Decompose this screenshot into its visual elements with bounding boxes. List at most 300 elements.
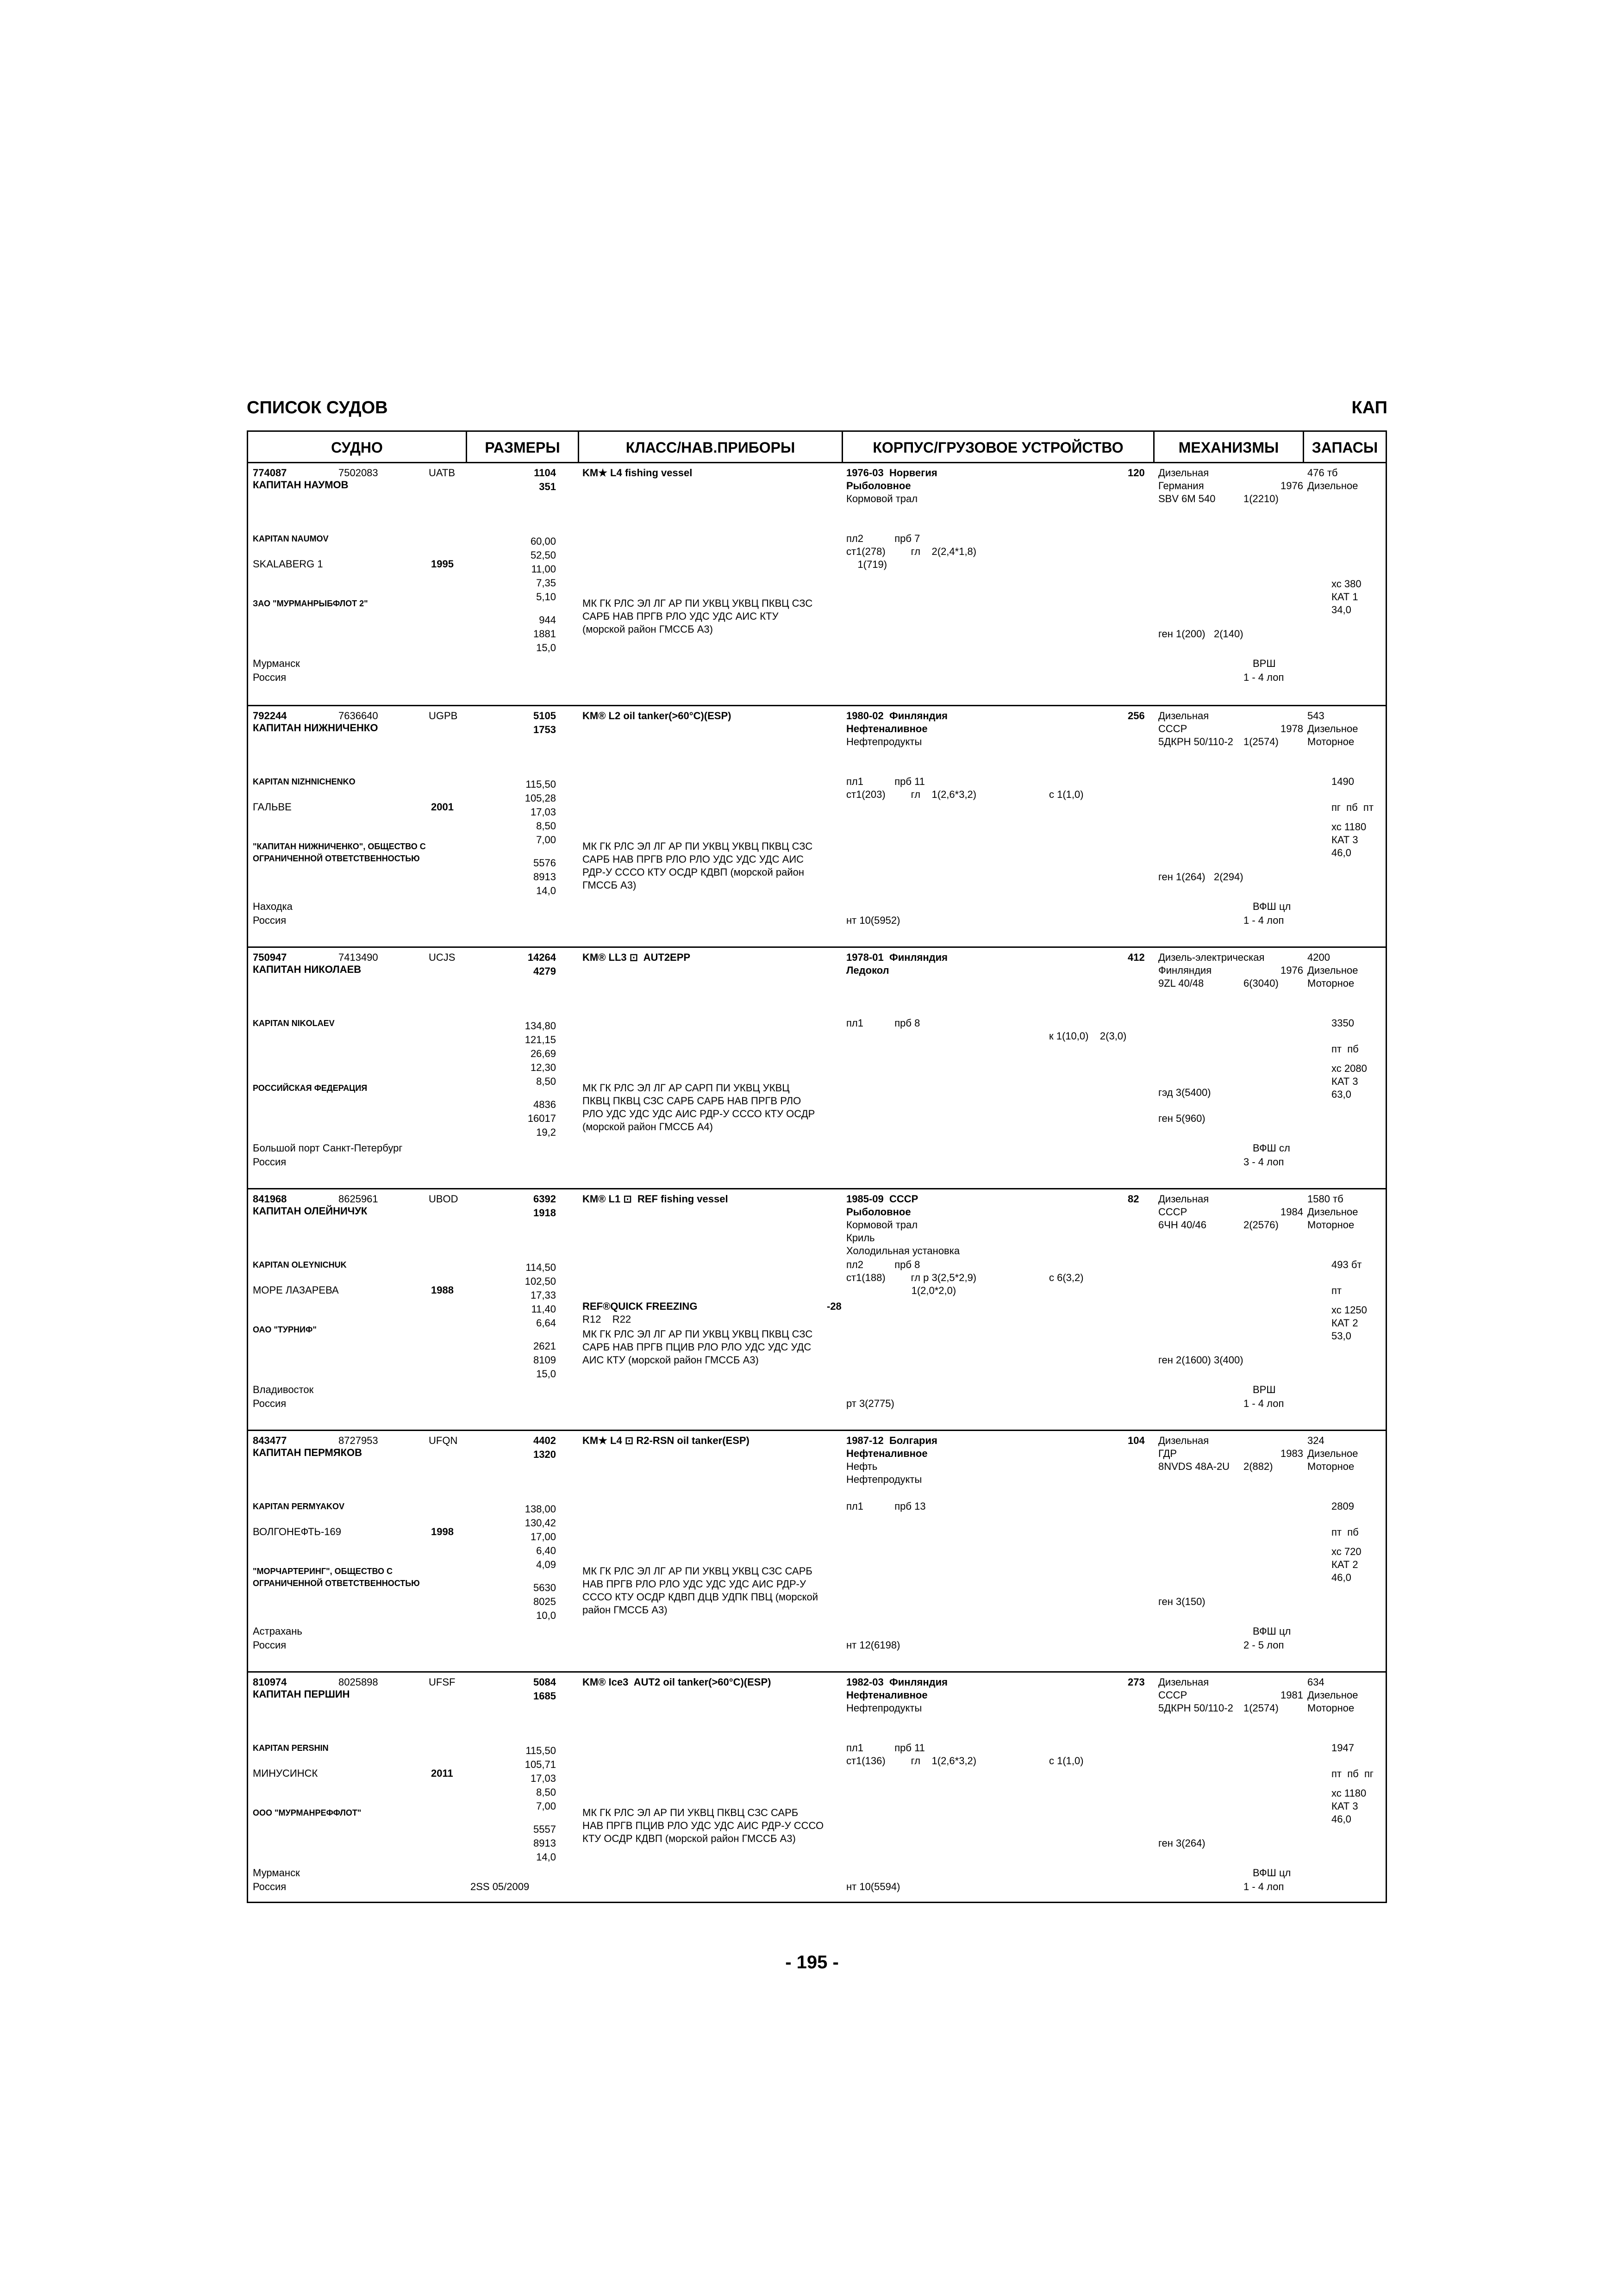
- class-notation: KM® LL3 ⊡ AUT2EPP: [582, 952, 691, 963]
- generators: ген 1(200) 2(140): [1158, 628, 1243, 640]
- size-value: 60,00: [530, 535, 556, 547]
- size-value: 5084: [533, 1676, 556, 1688]
- flag-country: Россия: [253, 672, 287, 683]
- refrigerants: R12 R22: [582, 1313, 631, 1325]
- class-notation: KM® L2 oil tanker(>60°C)(ESP): [582, 710, 731, 722]
- nav-equipment-line: МК ГК РЛС ЭЛ ЛГ АР ПИ УКВЦ УКВЦ ПКВЦ СЗС: [582, 597, 813, 609]
- tanks-info: нт 12(6198): [846, 1639, 900, 1651]
- flag-country: Россия: [253, 1639, 287, 1651]
- project-number: 120: [1128, 467, 1145, 479]
- cargo-gear-line: ст1(136) гл 1(2,6*3,2): [846, 1755, 977, 1767]
- mech-power: 1(2574): [1243, 1702, 1279, 1714]
- size-value: 14,0: [536, 885, 556, 896]
- stores-line: КАТ 2: [1331, 1559, 1358, 1570]
- owner-name: "КАПИТАН НИЖНИЧЕНКО", ОБЩЕСТВО С ОГРАНИЧЕННОЙ ОТВЕТСТВЕННОСТЬЮ: [253, 842, 426, 863]
- class-notation: KM★ L4 ⊡ R2-RSN oil tanker(ESP): [582, 1435, 750, 1446]
- ship-name-latin: KAPITAN PERMYAKOV: [253, 1502, 345, 1511]
- build-info: 1985-09 СССР: [846, 1193, 918, 1205]
- size-value: 17,00: [530, 1531, 556, 1543]
- stores-line: Дизельное: [1307, 1206, 1358, 1218]
- nav-equipment-line: РЛО УДС УДС УДС АИС РДР-У СССО КТУ ОСДР: [582, 1108, 815, 1120]
- size-value: 5630: [533, 1582, 556, 1593]
- owner-name: ЗАО "МУРМАНРЫБФЛОТ 2": [253, 599, 368, 608]
- size-value: 2621: [533, 1340, 556, 1352]
- nav-equipment-line: МК ГК РЛС ЭЛ ЛГ АР ПИ УКВЦ УКВЦ СЗС САРБ: [582, 1565, 812, 1577]
- mech-line: 8NVDS 48A-2U: [1158, 1461, 1230, 1472]
- stores-line: 46,0: [1331, 847, 1351, 859]
- ship-name-latin: KAPITAN OLEYNICHUK: [253, 1260, 347, 1269]
- size-value: 7,00: [536, 1800, 556, 1812]
- build-info: 1987-12 Болгария: [846, 1435, 937, 1446]
- former-name: МОРЕ ЛАЗАРЕВА: [253, 1284, 339, 1296]
- mech-line: Дизельная: [1158, 467, 1209, 479]
- ship-name: КАПИТАН НИЖНИЧЕНКО: [253, 722, 378, 734]
- size-value: 1753: [533, 724, 556, 735]
- stores-line: хс 1180: [1331, 1787, 1367, 1799]
- stores-line: 53,0: [1331, 1330, 1351, 1342]
- hull-line: Кормовой трал: [846, 493, 918, 504]
- size-value: 134,80: [525, 1020, 556, 1032]
- size-value: 1881: [533, 628, 556, 640]
- build-info: 1976-03 Норвегия: [846, 467, 937, 479]
- mech-line: Финляндия: [1158, 964, 1212, 976]
- mech-year: 1976: [1280, 964, 1303, 976]
- stores-line: КАТ 3: [1331, 834, 1358, 846]
- project-number: 104: [1128, 1435, 1145, 1446]
- size-value: 4836: [533, 1099, 556, 1110]
- stores-line: пт пб: [1331, 1526, 1359, 1538]
- stores-line: пт пб: [1331, 1043, 1359, 1055]
- home-port: Астрахань: [253, 1625, 302, 1637]
- former-year: 1995: [431, 558, 454, 570]
- former-name: ВОЛГОНЕФТЬ-169: [253, 1526, 341, 1537]
- size-value: 17,03: [530, 1773, 556, 1784]
- size-value: 102,50: [525, 1276, 556, 1287]
- cargo-gear-extra: с 6(3,2): [1049, 1272, 1084, 1283]
- call-sign: UGPB: [429, 710, 458, 722]
- size-value: 130,42: [525, 1517, 556, 1529]
- col-stores: ЗАПАСЫ: [1304, 432, 1386, 463]
- nav-equipment-line: район ГМССБ А3): [582, 1604, 668, 1616]
- home-port: Находка: [253, 901, 293, 912]
- size-value: 8109: [533, 1354, 556, 1366]
- size-value: 4,09: [536, 1559, 556, 1570]
- stores-line: 1580 тб: [1307, 1193, 1343, 1205]
- mech-line: 5ДКРН 50/110-2: [1158, 1702, 1233, 1714]
- stores-line: хс 720: [1331, 1546, 1362, 1557]
- size-value: 26,69: [530, 1048, 556, 1059]
- cargo-gear-extra: с 1(1,0): [1049, 789, 1084, 800]
- ship-type: Нефтеналивное: [846, 723, 928, 734]
- mech-line: ГДР: [1158, 1448, 1177, 1459]
- stores-line: 1490: [1331, 776, 1354, 787]
- ship-name: КАПИТАН НИКОЛАЕВ: [253, 964, 362, 975]
- cargo-gear-extra: к 1(10,0) 2(3,0): [1049, 1030, 1127, 1042]
- stores-line: КАТ 3: [1331, 1800, 1358, 1812]
- size-value: 11,00: [531, 563, 556, 575]
- size-value: 14264: [527, 952, 556, 963]
- project-number: 256: [1128, 710, 1145, 722]
- propeller: ВФШ цл: [1253, 1625, 1291, 1637]
- ship-type: Рыболовное: [846, 480, 911, 492]
- stores-line: Дизельное: [1307, 964, 1358, 976]
- size-value: 12,30: [530, 1062, 556, 1073]
- reg-number: 750947: [253, 952, 287, 963]
- mech-line: СССР: [1158, 1689, 1187, 1701]
- size-value: 7,00: [536, 834, 556, 846]
- mech-year: 1976: [1280, 480, 1303, 492]
- hull-line: Нефть: [846, 1461, 878, 1472]
- mech-power: 2(882): [1243, 1461, 1273, 1472]
- stores-line: Моторное: [1307, 1702, 1355, 1714]
- mech-line: Дизельная: [1158, 1676, 1209, 1688]
- call-sign: UBOD: [429, 1193, 458, 1205]
- electric-motor: гэд 3(5400): [1158, 1087, 1211, 1098]
- size-value: 1685: [533, 1690, 556, 1702]
- page-title: СПИСОК СУДОВ: [247, 398, 388, 417]
- size-value: 8913: [533, 1837, 556, 1849]
- nav-equipment-line: АИС КТУ (морской район ГМССБ А3): [582, 1354, 759, 1366]
- generators: ген 3(264): [1158, 1837, 1206, 1849]
- project-number: 273: [1128, 1676, 1145, 1688]
- stores-line: Моторное: [1307, 1461, 1355, 1472]
- nav-equipment-line: МК ГК РЛС ЭЛ ЛГ АР ПИ УКВЦ УКВЦ ПКВЦ СЗС: [582, 840, 813, 852]
- size-value: 8,50: [536, 1076, 556, 1087]
- ship-record: [248, 1188, 1386, 1430]
- mech-year: 1978: [1280, 723, 1303, 734]
- size-value: 115,50: [525, 778, 556, 790]
- stores-line: 1947: [1331, 1742, 1354, 1754]
- size-value: 17,33: [530, 1289, 556, 1301]
- stores-line: Дизельное: [1307, 1689, 1358, 1701]
- owner-name: "МОРЧАРТЕРИНГ", ОБЩЕСТВО С ОГРАНИЧЕННОЙ ОТВЕТСТВЕННОСТЬЮ: [253, 1567, 420, 1588]
- stores-line: Дизельное: [1307, 480, 1358, 492]
- former-name: SKALABERG 1: [253, 558, 323, 570]
- stores-line: 34,0: [1331, 604, 1351, 616]
- propeller: ВРШ: [1253, 658, 1276, 669]
- ship-name: КАПИТАН ПЕРШИН: [253, 1688, 350, 1700]
- stores-line: КАТ 3: [1331, 1076, 1358, 1087]
- mech-line: Дизель-электрическая: [1158, 952, 1265, 963]
- size-value: 15,0: [536, 1368, 556, 1380]
- flag-country: Россия: [253, 1881, 287, 1892]
- size-value: 6,64: [536, 1317, 556, 1329]
- flag-country: Россия: [253, 915, 287, 926]
- stores-line: 46,0: [1331, 1813, 1351, 1825]
- former-year: 1988: [431, 1284, 454, 1296]
- size-value: 52,50: [530, 549, 556, 561]
- section-code: КАП: [1351, 398, 1387, 417]
- stores-line: 3350: [1331, 1017, 1354, 1029]
- size-value: 5,10: [536, 591, 556, 603]
- mech-power: 1(2574): [1243, 736, 1279, 747]
- project-number: 412: [1128, 952, 1145, 963]
- size-value: 114,50: [525, 1262, 556, 1273]
- stores-line: КАТ 1: [1331, 591, 1358, 603]
- reg-number: 841968: [253, 1193, 287, 1205]
- nav-equipment-line: САРБ НАВ ПРГВ РЛО РЛО УДС УДС УДС АИС: [582, 853, 804, 865]
- former-year: 2011: [431, 1767, 453, 1779]
- hull-line: Криль: [846, 1232, 875, 1244]
- class-notation: KM® Ice3 AUT2 oil tanker(>60°C)(ESP): [582, 1676, 771, 1688]
- project-number: 82: [1128, 1193, 1139, 1205]
- size-value: 14,0: [536, 1851, 556, 1863]
- flag-country: Россия: [253, 1398, 287, 1409]
- call-sign: UFQN: [429, 1435, 458, 1446]
- size-value: 8,50: [536, 820, 556, 832]
- hull-line: Нефтепродукты: [846, 736, 922, 747]
- imo-number: 8025898: [338, 1676, 378, 1688]
- class-extra-value: -28: [827, 1300, 842, 1312]
- propeller: ВРШ: [1253, 1384, 1276, 1395]
- owner-name: РОССИЙСКАЯ ФЕДЕРАЦИЯ: [253, 1083, 368, 1093]
- home-port: Мурманск: [253, 1867, 300, 1879]
- reg-number: 843477: [253, 1435, 287, 1446]
- stores-line: Моторное: [1307, 977, 1355, 989]
- hull-line: Нефтепродукты: [846, 1702, 922, 1714]
- mech-power: 2(2576): [1243, 1219, 1279, 1231]
- size-value: 1918: [533, 1207, 556, 1219]
- size-value: 6,40: [536, 1545, 556, 1556]
- col-class: КЛАСС/НАВ.ПРИБОРЫ: [579, 432, 842, 463]
- stores-line: хс 1250: [1331, 1304, 1367, 1316]
- build-info: 1982-03 Финляндия: [846, 1676, 948, 1688]
- nav-equipment-line: КТУ ОСДР КДВП (морской район ГМССБ А3): [582, 1833, 796, 1844]
- col-mech: МЕХАНИЗМЫ: [1155, 432, 1303, 463]
- ships-table: [247, 430, 1387, 1903]
- build-info: 1980-02 Финляндия: [846, 710, 948, 722]
- stores-line: Моторное: [1307, 736, 1355, 747]
- mech-line: СССР: [1158, 1206, 1187, 1218]
- class-extra: REF®QUICK FREEZING: [582, 1300, 698, 1312]
- imo-number: 7502083: [338, 467, 378, 479]
- cargo-gear-line: пл2 прб 7: [846, 533, 920, 544]
- imo-number: 8625961: [338, 1193, 378, 1205]
- reg-number: 792244: [253, 710, 287, 722]
- stores-line: 46,0: [1331, 1572, 1351, 1583]
- nav-equipment-line: САРБ НАВ ПРГВ РЛО УДС УДС АИС КТУ: [582, 610, 779, 622]
- cargo-gear-line: пл2 прб 8: [846, 1259, 920, 1270]
- nav-equipment-line: НАВ ПРГВ РЛО РЛО УДС УДС УДС АИС РДР-У: [582, 1578, 806, 1590]
- size-value: 8,50: [536, 1786, 556, 1798]
- propeller: ВФШ сл: [1253, 1142, 1290, 1154]
- former-year: 2001: [431, 801, 454, 813]
- class-notation: KM★ L4 fishing vessel: [582, 467, 693, 479]
- former-name: МИНУСИНСК: [253, 1767, 318, 1779]
- mech-year: 1983: [1280, 1448, 1303, 1459]
- call-sign: UATB: [429, 467, 456, 479]
- stores-line: 634: [1307, 1676, 1324, 1688]
- size-value: 5576: [533, 857, 556, 869]
- stores-line: КАТ 2: [1331, 1317, 1358, 1329]
- build-info: 1978-01 Финляндия: [846, 952, 948, 963]
- mech-line: SBV 6M 540: [1158, 493, 1216, 504]
- nav-equipment-line: (морской район ГМССБ А4): [582, 1121, 713, 1132]
- stores-line: хс 2080: [1331, 1063, 1367, 1074]
- hull-line: Нефтепродукты: [846, 1474, 922, 1485]
- stores-line: пг пб пт: [1331, 802, 1374, 813]
- size-value: 15,0: [536, 642, 556, 653]
- stores-line: 324: [1307, 1435, 1324, 1446]
- class-notation: KM® L1 ⊡ REF fishing vessel: [582, 1193, 728, 1205]
- size-value: 11,40: [531, 1303, 556, 1315]
- home-port: Владивосток: [253, 1384, 314, 1395]
- size-value: 4279: [533, 965, 556, 977]
- propeller-blades: 2 - 5 лоп: [1243, 1639, 1284, 1651]
- size-value: 138,00: [525, 1503, 556, 1515]
- cargo-gear-extra: с 1(1,0): [1049, 1755, 1084, 1767]
- size-value: 5557: [533, 1823, 556, 1835]
- call-sign: UFSF: [429, 1676, 456, 1688]
- nav-equipment-line: ГМССБ А3): [582, 879, 637, 891]
- cargo-gear-line: ст1(203) гл 1(2,6*3,2): [846, 789, 977, 800]
- mech-line: 9ZL 40/48: [1158, 977, 1204, 989]
- nav-equipment-line: МК ГК РЛС ЭЛ ЛГ АР ПИ УКВЦ УКВЦ ПКВЦ СЗС: [582, 1328, 813, 1340]
- nav-equipment-line: МК ГК РЛС ЭЛ ЛГ АР САРП ПИ УКВЦ УКВЦ: [582, 1082, 790, 1094]
- size-value: 1104: [534, 467, 556, 479]
- size-value: 8913: [533, 871, 556, 883]
- cargo-gear-line: ст1(188) гл р 3(2,5*2,9): [846, 1272, 977, 1283]
- size-value: 351: [539, 481, 556, 492]
- generators: ген 2(1600) 3(400): [1158, 1354, 1243, 1366]
- col-hull: КОРПУС/ГРУЗОВОЕ УСТРОЙСТВО: [843, 432, 1153, 463]
- imo-number: 7413490: [338, 952, 378, 963]
- ship-record: [248, 1671, 1386, 1913]
- cargo-gear-line: пл1 прб 13: [846, 1500, 926, 1512]
- size-value: 1320: [533, 1449, 556, 1460]
- generators: ген 5(960): [1158, 1113, 1206, 1124]
- stores-line: 4200: [1307, 952, 1330, 963]
- tanks-info: рт 3(2775): [846, 1398, 894, 1409]
- hull-line: Кормовой трал: [846, 1219, 918, 1231]
- generators: ген 1(264) 2(294): [1158, 871, 1243, 883]
- mech-line: Дизельная: [1158, 1435, 1209, 1446]
- ship-record: [248, 946, 1386, 1188]
- ship-name: КАПИТАН ОЛЕЙНИЧУК: [253, 1205, 368, 1217]
- nav-equipment-line: НАВ ПРГВ ПЦИВ РЛО УДС УДС АИС РДР-У СССО: [582, 1820, 824, 1831]
- stores-line: 493 бт: [1331, 1259, 1362, 1270]
- stores-line: Дизельное: [1307, 723, 1358, 734]
- mech-line: Дизельная: [1158, 1193, 1209, 1205]
- generators: ген 3(150): [1158, 1596, 1206, 1607]
- hull-line: Холодильная установка: [846, 1245, 960, 1257]
- stores-line: 476 тб: [1307, 467, 1338, 479]
- propeller-blades: 3 - 4 лоп: [1243, 1156, 1284, 1168]
- home-port: Мурманск: [253, 658, 300, 669]
- call-sign: UCJS: [429, 952, 456, 963]
- stores-line: пт пб пг: [1331, 1768, 1374, 1780]
- stores-line: Моторное: [1307, 1219, 1355, 1231]
- cargo-gear-line: ст1(278) гл 2(2,4*1,8): [846, 546, 977, 557]
- stores-line: пт: [1331, 1285, 1342, 1296]
- stores-line: 543: [1307, 710, 1324, 722]
- size-value: 105,71: [525, 1759, 556, 1770]
- imo-number: 8727953: [338, 1435, 378, 1446]
- nav-equipment-line: СССО КТУ ОСДР КДВП ДЦВ УДПК ПВЦ (морской: [582, 1591, 818, 1603]
- size-value: 4402: [533, 1435, 556, 1446]
- reg-number: 810974: [253, 1676, 287, 1688]
- stores-line: хс 1180: [1331, 821, 1367, 833]
- size-value: 121,15: [525, 1034, 556, 1045]
- footnote: 2SS 05/2009: [470, 1881, 530, 1892]
- nav-equipment-line: РДР-У СССО КТУ ОСДР КДВП (морской район: [582, 866, 805, 878]
- imo-number: 7636640: [338, 710, 378, 722]
- former-year: 1998: [431, 1526, 454, 1537]
- size-value: 19,2: [536, 1126, 556, 1138]
- mech-power: 1(2210): [1243, 493, 1279, 504]
- ship-type: Нефтеналивное: [846, 1448, 928, 1459]
- mech-line: 6ЧН 40/46: [1158, 1219, 1206, 1231]
- size-value: 17,03: [530, 806, 556, 818]
- flag-country: Россия: [253, 1156, 287, 1168]
- nav-equipment-line: ПКВЦ ПКВЦ СЗС САРБ САРБ НАВ ПРГВ РЛО: [582, 1095, 801, 1107]
- page-number: - 195 -: [785, 1952, 839, 1972]
- size-value: 7,35: [536, 577, 556, 589]
- nav-equipment-line: МК ГК РЛС ЭЛ АР ПИ УКВЦ ПКВЦ СЗС САРБ: [582, 1807, 799, 1818]
- ship-name: КАПИТАН НАУМОВ: [253, 479, 349, 491]
- ship-name-latin: KAPITAN NIZHNICHENKO: [253, 777, 356, 786]
- cargo-gear-line: пл1 прб 11: [846, 1742, 925, 1754]
- cargo-gear-line: 1(2,0*2,0): [846, 1285, 956, 1296]
- mech-line: Германия: [1158, 480, 1204, 492]
- tanks-info: нт 10(5594): [846, 1881, 900, 1892]
- former-name: ГАЛЬВЕ: [253, 801, 292, 813]
- mech-line: Дизельная: [1158, 710, 1209, 722]
- size-value: 944: [539, 614, 556, 626]
- propeller: ВФШ цл: [1253, 1867, 1291, 1879]
- nav-equipment-line: САРБ НАВ ПРГВ ПЦИВ РЛО РЛО УДС УДС УДС: [582, 1341, 812, 1353]
- propeller-blades: 1 - 4 лоп: [1243, 1398, 1284, 1409]
- ship-type: Нефтеналивное: [846, 1689, 928, 1701]
- reg-number: 774087: [253, 467, 287, 479]
- size-value: 6392: [533, 1193, 556, 1205]
- ship-record: [248, 1430, 1386, 1671]
- stores-line: хс 380: [1331, 578, 1362, 590]
- mech-power: 6(3040): [1243, 977, 1279, 989]
- ship-name-latin: KAPITAN NAUMOV: [253, 534, 329, 543]
- stores-line: 63,0: [1331, 1089, 1351, 1100]
- cargo-gear-line: пл1 прб 8: [846, 1017, 920, 1029]
- mech-year: 1984: [1280, 1206, 1303, 1218]
- stores-line: 2809: [1331, 1500, 1354, 1512]
- col-sizes: РАЗМЕРЫ: [467, 432, 578, 463]
- mech-year: 1981: [1280, 1689, 1303, 1701]
- ship-type: Рыболовное: [846, 1206, 911, 1218]
- home-port: Большой порт Санкт-Петербург: [253, 1142, 403, 1154]
- ship-record: [248, 705, 1386, 946]
- mech-line: СССР: [1158, 723, 1187, 734]
- propeller: ВФШ цл: [1253, 901, 1291, 912]
- tanks-info: нт 10(5952): [846, 915, 900, 926]
- cargo-gear-line: 1(719): [846, 559, 887, 570]
- owner-name: ООО "МУРМАНРЕФФЛОТ": [253, 1808, 362, 1817]
- ship-name: КАПИТАН ПЕРМЯКОВ: [253, 1447, 362, 1458]
- mech-line: 5ДКРН 50/110-2: [1158, 736, 1233, 747]
- stores-line: Дизельное: [1307, 1448, 1358, 1459]
- propeller-blades: 1 - 4 лоп: [1243, 672, 1284, 683]
- propeller-blades: 1 - 4 лоп: [1243, 1881, 1284, 1892]
- ship-record: [248, 463, 1386, 705]
- size-value: 5105: [533, 710, 556, 722]
- size-value: 8025: [533, 1596, 556, 1607]
- cargo-gear-line: пл1 прб 11: [846, 776, 925, 787]
- ship-name-latin: KAPITAN NIKOLAEV: [253, 1019, 335, 1028]
- propeller-blades: 1 - 4 лоп: [1243, 915, 1284, 926]
- size-value: 16017: [527, 1113, 556, 1124]
- owner-name: ОАО "ТУРНИФ": [253, 1325, 317, 1334]
- nav-equipment-line: (морской район ГМССБ А3): [582, 623, 713, 635]
- size-value: 115,50: [525, 1745, 556, 1756]
